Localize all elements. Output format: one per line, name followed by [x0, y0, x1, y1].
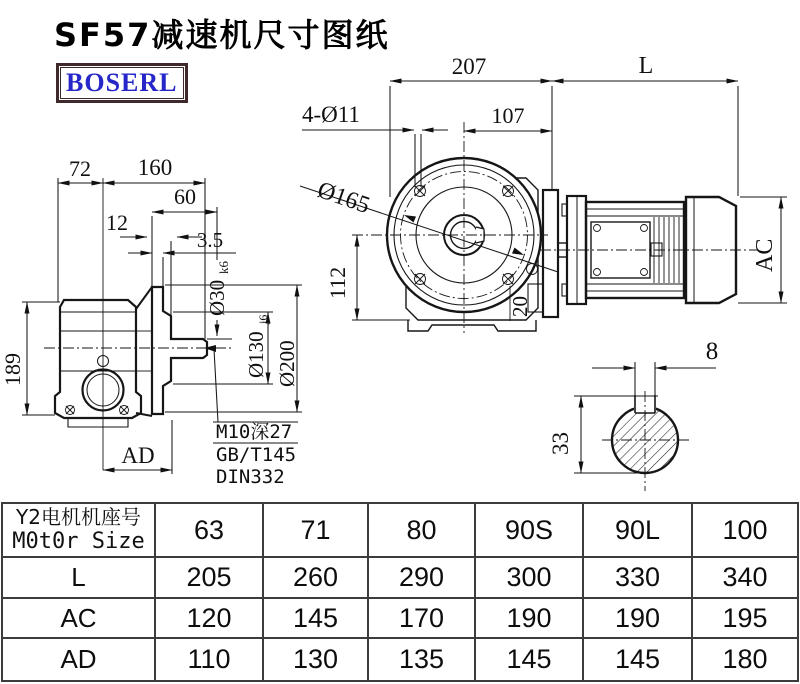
dim-112: 112	[325, 266, 350, 299]
dim-207: 207	[451, 54, 487, 79]
dim-spigot-tol: j6	[256, 314, 270, 324]
dim-spigot-dia: Ø130	[244, 331, 268, 378]
cell-L-80: 290	[368, 557, 475, 598]
callout-m10: M10深27	[216, 421, 293, 443]
brand-text: BOSERL	[60, 67, 184, 99]
cell-L-90l: 330	[583, 557, 692, 598]
dim-ad: AD	[121, 443, 155, 468]
cell-AD-90l: 145	[583, 638, 692, 681]
motor-size-header	[2, 503, 155, 557]
callout-din: DIN332	[216, 466, 285, 488]
cell-AD-90s: 145	[475, 638, 583, 681]
dim-189: 189	[0, 353, 25, 386]
row-label-AD: AD	[2, 638, 155, 681]
column-100: 100	[692, 503, 798, 557]
column-80: 80	[368, 503, 475, 557]
cell-AC-100: 195	[692, 598, 798, 638]
dim-107: 107	[491, 103, 525, 128]
table-row-L	[2, 557, 798, 598]
cell-AC-90l: 190	[583, 598, 692, 638]
cell-AC-63: 120	[155, 598, 263, 638]
shaft-section	[602, 391, 690, 491]
dim-160: 160	[137, 155, 173, 180]
dim-shaft-tol: k6	[216, 261, 231, 274]
dim-L: L	[638, 53, 654, 79]
dim-flange-dia: Ø200	[275, 340, 299, 387]
callout-gbt: GB/T145	[216, 444, 297, 466]
cell-AD-71: 130	[263, 638, 368, 681]
column-90l: 90L	[583, 503, 692, 557]
cell-AD-63: 110	[155, 638, 263, 681]
row-label-L: L	[2, 557, 155, 598]
motor-size-header-en: M0t0r Size	[12, 529, 145, 554]
row-label-AC: AC	[2, 598, 155, 638]
dim-72: 72	[69, 156, 91, 181]
column-71: 71	[263, 503, 368, 557]
cell-AC-80: 170	[368, 598, 475, 638]
cell-AD-80: 135	[368, 638, 475, 681]
dim-ac: AC	[752, 238, 778, 272]
dim-33: 33	[548, 432, 573, 455]
dim-60: 60	[174, 184, 196, 209]
side-view	[44, 178, 232, 470]
table-row-AC	[2, 598, 798, 638]
dim-bolt-circle: Ø165	[314, 177, 373, 220]
table-row-AD	[2, 638, 798, 681]
column-90s: 90S	[475, 503, 583, 557]
dim-3-5: 3.5	[196, 228, 224, 252]
cell-L-63: 205	[155, 557, 263, 598]
dim-bolt-holes: 4-Ø11	[302, 102, 360, 127]
dimension-table	[1, 502, 799, 682]
motor-view	[540, 196, 758, 304]
dim-key-width: 8	[705, 338, 719, 365]
cell-AC-71: 145	[263, 598, 368, 638]
motor-size-header-cn: Y2电机机座号	[16, 505, 141, 529]
cell-L-100: 340	[692, 557, 798, 598]
cell-AD-100: 180	[692, 638, 798, 681]
cell-L-90s: 300	[475, 557, 583, 598]
dim-shaft-dia: Ø30	[205, 279, 229, 316]
cell-L-71: 260	[263, 557, 368, 598]
dim-20: 20	[508, 296, 532, 317]
cell-AC-90s: 190	[475, 598, 583, 638]
dim-12: 12	[106, 210, 128, 235]
page-title: SF57减速机尺寸图纸	[54, 16, 390, 54]
column-63: 63	[155, 503, 263, 557]
table-header-row	[2, 503, 798, 557]
